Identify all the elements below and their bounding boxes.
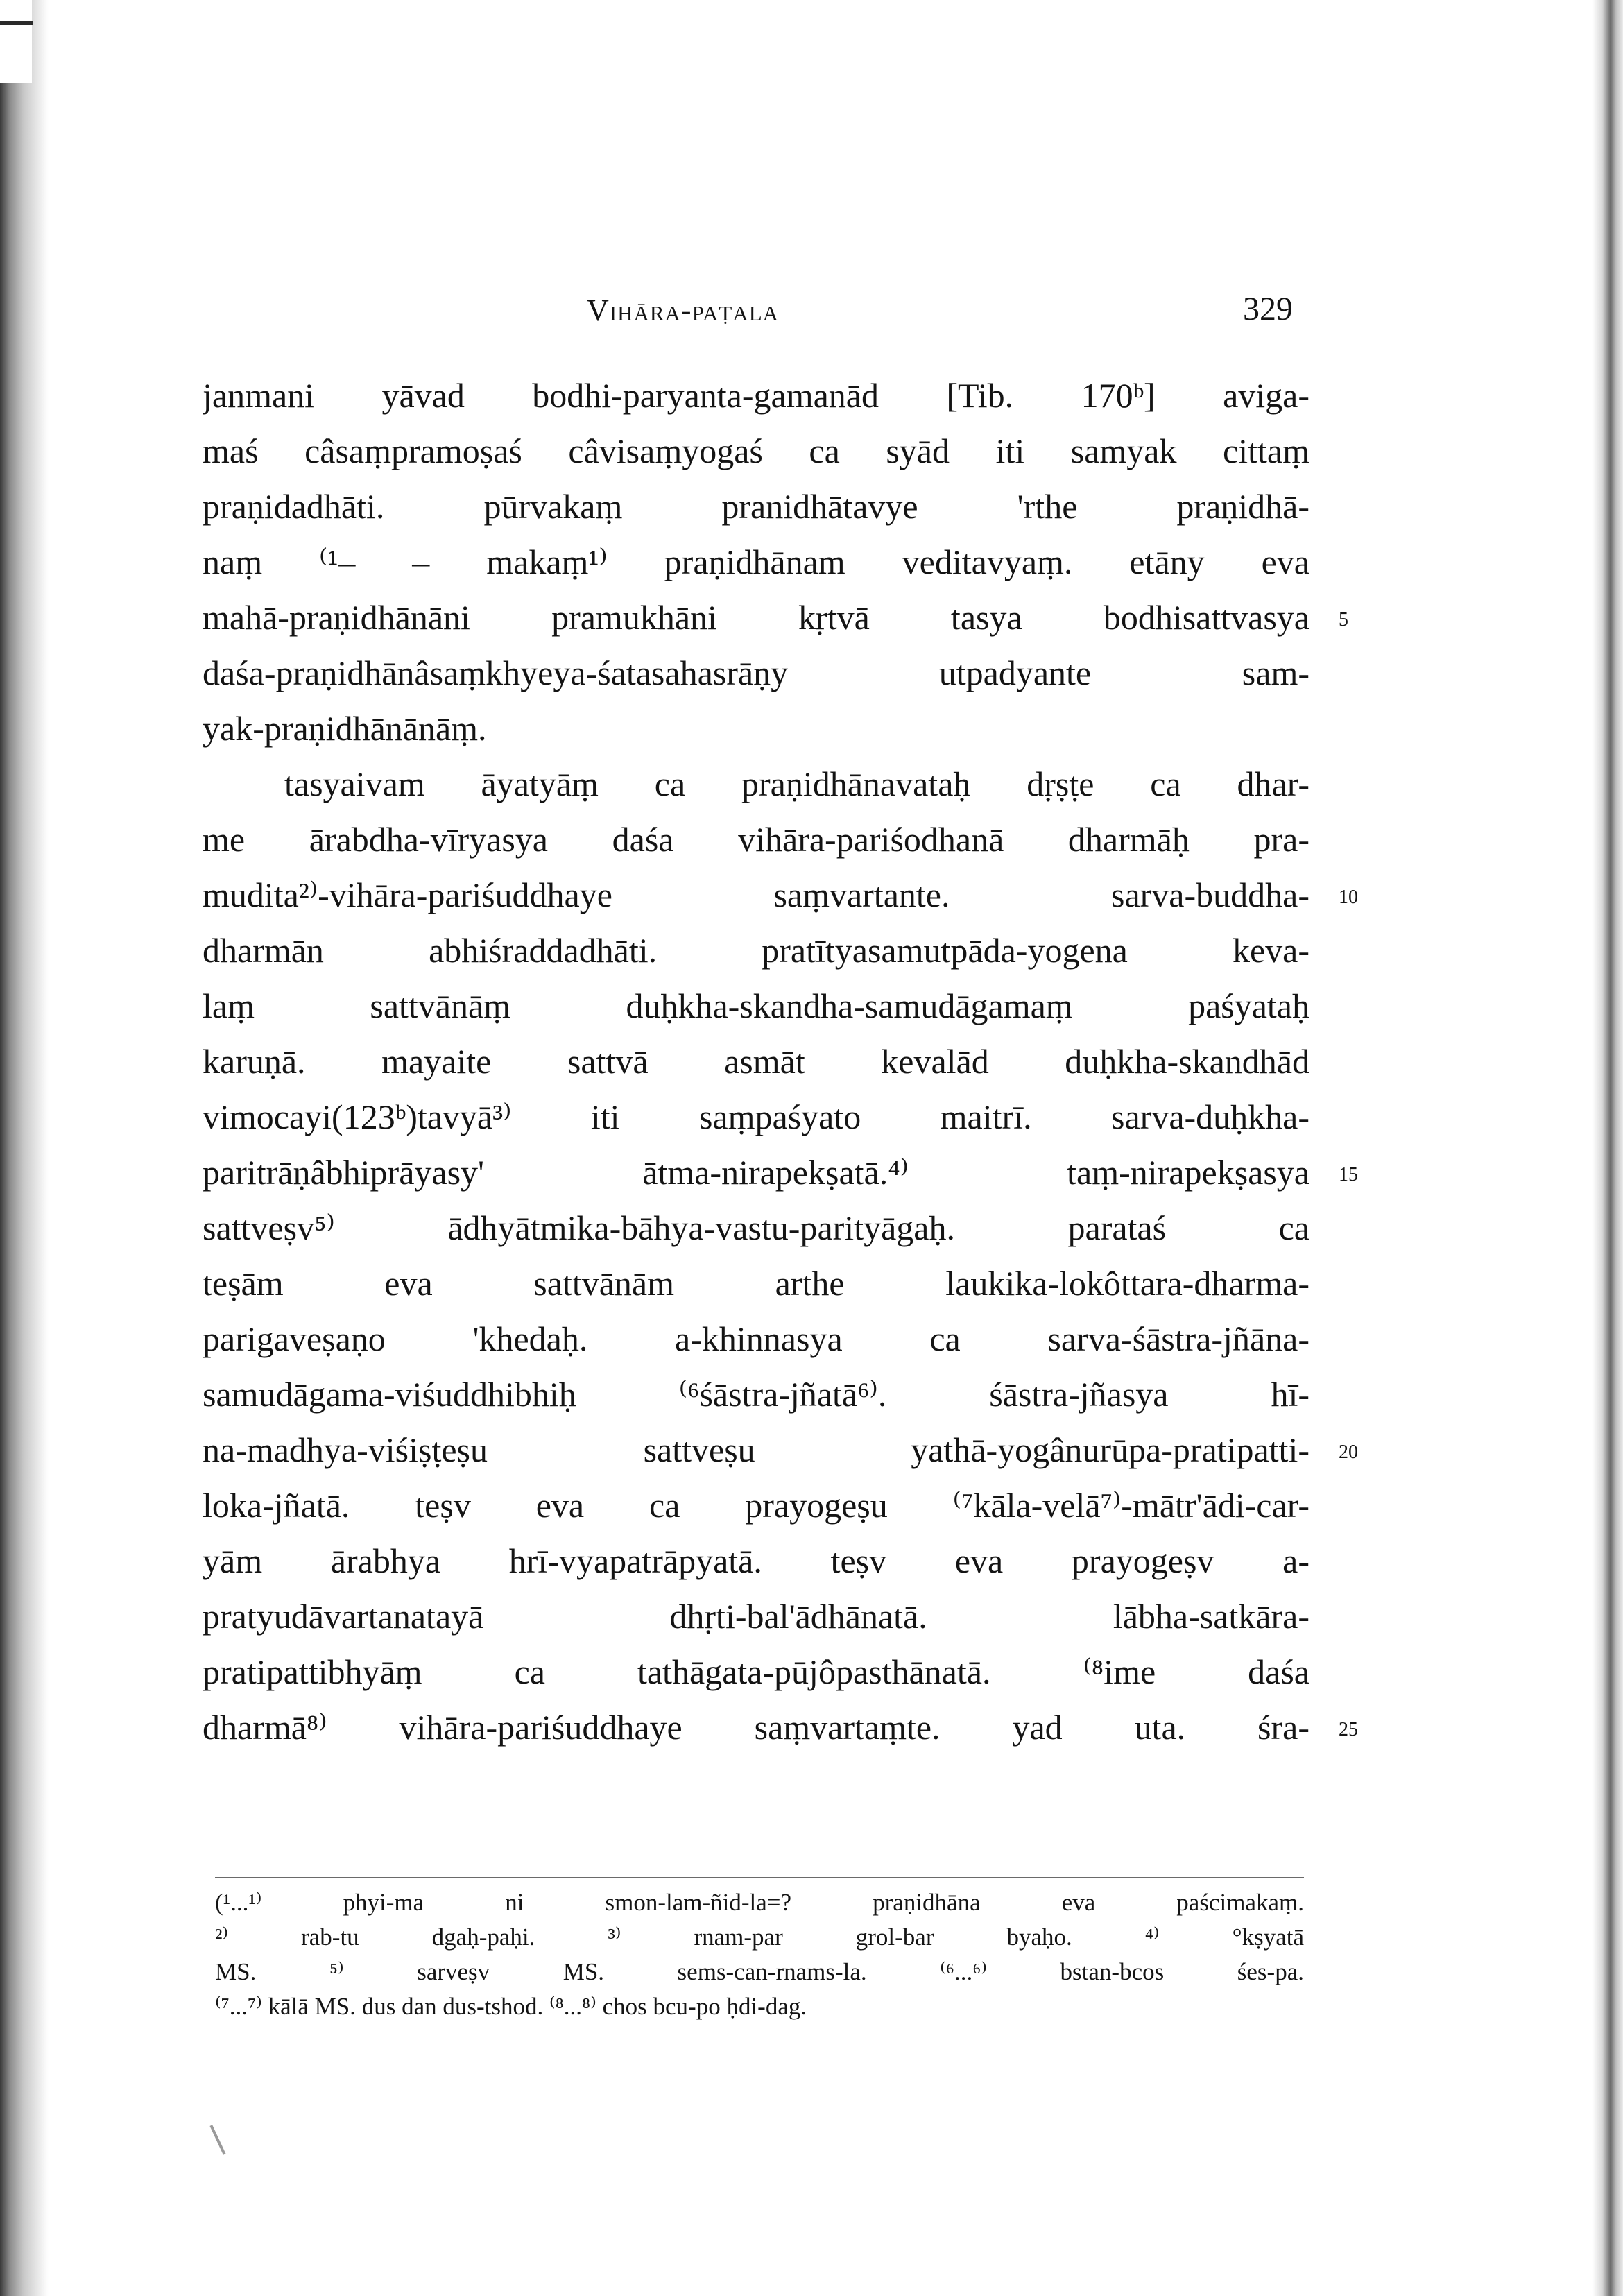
text-line: pratyudāvartanatayā dhṛti-bal'ādhānatā. lābha-satkāra-: [203, 1597, 1309, 1636]
text-line: vimocayi(123ᵇ)tavyā³⁾ iti saṃpaśyato maitrī. sarva-duḥkha-: [203, 1097, 1309, 1136]
text-line: sattveṣv⁵⁾ ādhyātmika-bāhya-vastu-parityāgaḥ. parataś ca: [203, 1208, 1309, 1247]
text-line: paritrāṇâbhiprāyasy' ātma-nirapekṣatā.⁴⁾ taṃ-nirapekṣasya: [203, 1153, 1309, 1192]
line-number: 15: [1339, 1164, 1358, 1185]
text-line: samudāgama-viśuddhibhiḥ ⁽⁶śāstra-jñatā⁶⁾. śāstra-jñasya hī-: [203, 1375, 1309, 1414]
line-number: 10: [1339, 886, 1358, 908]
line-number: 20: [1339, 1441, 1358, 1463]
scan-left-edge: [0, 0, 49, 2296]
text-line: tasyaivam āyatyāṃ ca praṇidhānavataḥ dṛṣṭe ca dhar-: [284, 764, 1309, 803]
text-line: dharmā⁸⁾ vihāra-pariśuddhaye saṃvartaṃte. yad uta. śra-: [203, 1708, 1309, 1747]
text-line: pratipattibhyāṃ ca tathāgata-pūjôpasthānatā. ⁽⁸ime daśa: [203, 1652, 1309, 1691]
footnote-line: MS. ⁵⁾ sarveṣv MS. sems-can-rnams-la. ⁽⁶...⁶⁾ bstan-bcos śes-pa.: [215, 1958, 1304, 1985]
scan-left-corner: [0, 0, 32, 83]
footnote-line: ⁽⁷...⁷⁾ kālā MS. dus dan dus-tshod. ⁽⁸...⁸⁾ chos bcu-po ḥdi-dag.: [215, 1993, 807, 2020]
running-head: Vihāra-paṭala: [587, 293, 780, 327]
text-line: naṃ ⁽¹– – makaṃ¹⁾ praṇidhānam veditavyaṃ. etāny eva: [203, 542, 1309, 581]
text-line: karuṇā. mayaite sattvā asmāt kevalād duḥkha-skandhād: [203, 1042, 1309, 1081]
text-line: yām ārabhya hrī-vyapatrāpyatā. teṣv eva prayogeṣv a-: [203, 1541, 1309, 1580]
text-line: yak-praṇidhānānāṃ.: [203, 709, 487, 748]
text-line: me ārabdha-vīryasya daśa vihāra-pariśodhanā dharmāḥ pra-: [203, 820, 1309, 859]
page-number: 329: [1243, 291, 1293, 327]
line-number: 5: [1339, 609, 1348, 631]
text-line: laṃ sattvānāṃ duḥkha-skandha-samudāgamaṃ paśyataḥ: [203, 986, 1309, 1025]
text-line: janmani yāvad bodhi-paryanta-gamanād [Tib. 170ᵇ] aviga-: [203, 376, 1309, 415]
footnote-line: (¹...¹⁾ phyi-ma ni smon-lam-ñid-la=? praṇidhāna eva paścimakaṃ.: [215, 1889, 1304, 1916]
scan-corner-mark: [0, 21, 33, 25]
text-line: loka-jñatā. teṣv eva ca prayogeṣu ⁽⁷kāla-velā⁷⁾-mātr'ādi-car-: [203, 1486, 1309, 1525]
text-line: mahā-praṇidhānāni pramukhāni kṛtvā tasya bodhisattvasya: [203, 598, 1309, 637]
scan-right-edge: [1592, 0, 1623, 2296]
text-line: dharmān abhiśraddadhāti. pratītyasamutpāda-yogena keva-: [203, 931, 1309, 970]
text-line: praṇidadhāti. pūrvakaṃ pranidhātavye 'rthe praṇidhā-: [203, 487, 1309, 526]
text-line: teṣām eva sattvānām arthe laukika-lokôttara-dharma-: [203, 1264, 1309, 1303]
footnote-line: ²⁾ rab-tu dgaḥ-paḥi. ³⁾ rnam-par grol-bar byaḥo. ⁴⁾ °kṣyatā: [215, 1924, 1304, 1951]
text-line: mudita²⁾-vihāra-pariśuddhaye saṃvartante. sarva-buddha-: [203, 875, 1309, 914]
text-line: daśa-praṇidhānâsaṃkhyeya-śatasahasrāṇy utpadyante sam-: [203, 653, 1309, 692]
footnote-rule: [215, 1877, 1304, 1878]
line-number: 25: [1339, 1719, 1358, 1740]
scan-mark: [209, 2125, 225, 2154]
text-line: maś câsaṃpramoṣaś câvisaṃyogaś ca syād iti samyak cittaṃ: [203, 431, 1309, 470]
text-line: parigaveṣaṇo 'khedaḥ. a-khinnasya ca sarva-śāstra-jñāna-: [203, 1319, 1309, 1358]
text-line: na-madhya-viśiṣṭeṣu sattveṣu yathā-yogânurūpa-pratipatti-: [203, 1430, 1309, 1469]
